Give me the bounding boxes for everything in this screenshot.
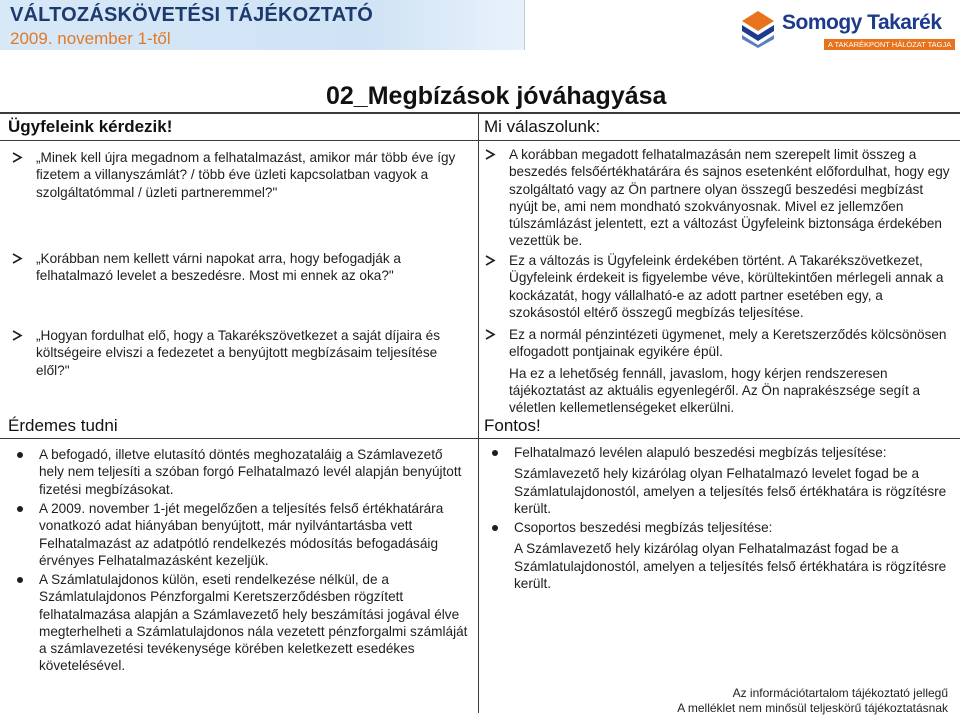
answer-extra-text: Ha ez a lehetőség fennáll, javaslom, hogy kérjen rendszeresen tájékoztatást az aktuális egyenlegéről. Az Ön naprakészsége segít a véletlen kellemetlenségeket elkerülni. xyxy=(509,365,921,416)
question-item xyxy=(36,250,474,285)
bullet-dot-icon xyxy=(492,525,498,531)
answer-text: A korábban megadott felhatalmazásán nem szerepelt limit összeg a beszedés felsőértékhatárára és sajnos esetenként előfordulhat, hogy egy szolgáltató vagy az Ön partnere olyan összegű beszedési megbízást nyújt be, ami nem mondható szokványosnak. Mivel ez jellemzően túlszámlázást jelentett, ezt a változást Ügyfeleink biztonsága érdekében vezettük be. xyxy=(509,147,950,249)
info-text: A 2009. november 1-jét megelőzően a teljesítés felső értékhatárára vonatkozó adat hiányában benyújtott, már nyilvántartásba vett Felhatalmazást az adatpótló rendelkezés módosítás befogadásáig érvényes Felhatalmazásként kezeljük. xyxy=(39,501,444,568)
somogy-takarek-logo xyxy=(738,5,952,53)
important-divider xyxy=(478,438,960,439)
important-item xyxy=(514,519,952,592)
important-title: Csoportos beszedési megbízás teljesítése: xyxy=(514,520,773,535)
info-item xyxy=(39,500,471,569)
chevron-bullet-icon xyxy=(483,146,497,163)
logo-name: Somogy Takarék xyxy=(782,11,942,34)
bullet-dot-icon xyxy=(492,450,498,456)
answer-text: Ez a változás is Ügyfeleink érdekében történt. A Takarékszövetkezet, Ügyfeleink érdekeit is figyelembe véve, körültekintően mérlegeli annak a kockázatát, hogy vállalható-e az adott partner esetében egy, a szokásostól eltérő összegű megbízás teljesítése. xyxy=(509,253,944,320)
right-column-heading: Mi válaszolunk: xyxy=(484,117,601,136)
question-text: „Hogyan fordulhat elő, hogy a Takarékszövetkezet a saját díjaira és költségeire elviszi a fedezetet a benyújtott megbízásaim teljesítése elől?" xyxy=(36,328,441,378)
logo-tagline: A TAKARÉKPONT HÁLÓZAT TAGJA xyxy=(824,39,955,50)
logo-mark-icon xyxy=(738,9,778,49)
bullet-dot-icon xyxy=(17,577,23,583)
banner-title: VÁLTOZÁSKÖVETÉSI TÁJÉKOZTATÓ xyxy=(10,4,374,26)
column-divider xyxy=(478,113,479,713)
banner-subtitle: 2009. november 1-től xyxy=(10,29,171,48)
left-column-heading: Ügyfeleink kérdezik! xyxy=(8,117,173,136)
chevron-bullet-icon xyxy=(483,326,497,343)
title-divider xyxy=(0,112,960,114)
footer-line-2: A melléklet nem minősül teljeskörű tájékoztatásnak xyxy=(677,701,948,715)
bullet-dot-icon xyxy=(17,506,23,512)
question-item xyxy=(36,149,474,201)
answer-item xyxy=(509,326,951,416)
important-title: Felhatalmazó levélen alapuló beszedési megbízás teljesítése: xyxy=(514,445,887,460)
chevron-bullet-icon xyxy=(10,149,24,166)
important-text: A Számlavezető hely kizárólag olyan Felhatalmazást fogad be a Számlatulajdonostól, amelyen a teljesítés felső értékhatára is rögzítésre került. xyxy=(514,541,947,591)
answer-item xyxy=(509,252,951,321)
slide-title: 02_Megbízások jóváhagyása xyxy=(326,82,667,110)
bullet-dot-icon xyxy=(17,452,23,458)
info-text: A befogadó, illetve elutasító döntés meghozataláig a Számlavezető hely nem teljesíti a szóban forgó Felhatalmazó levél alapján benyújtott fizetési megbízásokat. xyxy=(39,447,462,497)
chevron-bullet-icon xyxy=(10,327,24,344)
footer-disclaimer xyxy=(677,686,948,715)
worth-knowing-heading: Érdemes tudni xyxy=(8,416,118,435)
question-text: „Korábban nem kellett várni napokat arra, hogy befogadják a felhatalmazó levelet a beszedésre. Most mi ennek az oka?" xyxy=(36,251,401,284)
info-item xyxy=(39,446,471,498)
header-banner xyxy=(0,0,525,50)
column-heading-divider xyxy=(0,140,960,141)
important-heading: Fontos! xyxy=(484,416,541,435)
question-item xyxy=(36,327,474,379)
answer-item xyxy=(509,146,951,250)
info-text: A Számlatulajdonos külön, eseti rendelkezése nélkül, de a Számlatulajdonos Pénzforgalmi Keretszerződésben rögzített felhatalmazása alapján a Számlavezető hely beszámítási jogával élve megterhelheti a Számlatulajdonos nála vezetett pénzforgalmi számláját a számlavezetési tevékenysége körében keletkezett esedékes követelésével. xyxy=(39,572,468,674)
chevron-bullet-icon xyxy=(483,252,497,269)
important-item xyxy=(514,444,952,517)
answer-text: Ez a normál pénzintézeti ügymenet, mely a Keretszerződés kölcsönösen elfogadott pontjainak egyikére épül. xyxy=(509,327,947,360)
worth-knowing-divider xyxy=(0,438,478,439)
info-item xyxy=(39,571,471,675)
important-text: Számlavezető hely kizárólag olyan Felhatalmazó levelet fogad be a Számlatulajdonostól, amelyen a teljesítés felső értékhatára is rögzítésre került. xyxy=(514,466,947,516)
chevron-bullet-icon xyxy=(10,250,24,267)
question-text: „Minek kell újra megadnom a felhatalmazást, amikor már több éve így fizetem a villanyszámlát? / több éve üzleti kapcsolatban vagyok a szolgáltatómmal / üzleti partneremmel?" xyxy=(36,150,456,200)
footer-line-1: Az információtartalom tájékoztató jellegű xyxy=(732,686,948,700)
